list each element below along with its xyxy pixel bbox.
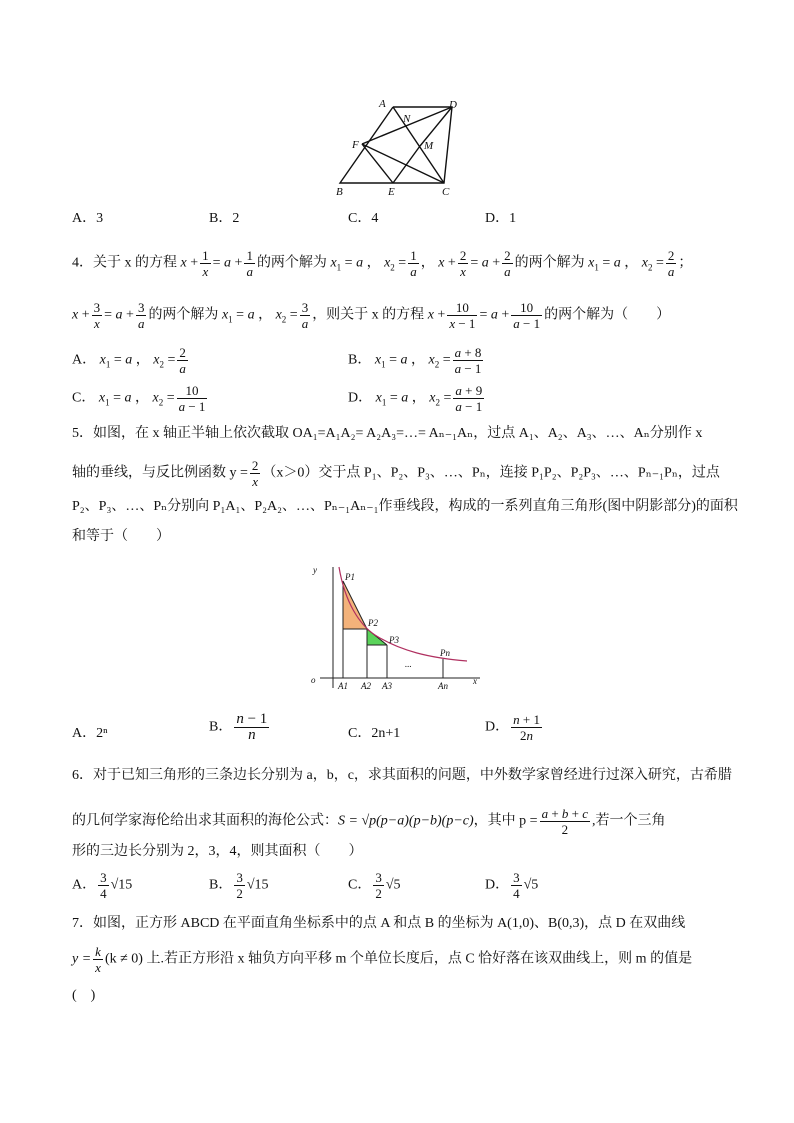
q5-option-d: D． $\frac{n + 1}{2n}$: [485, 712, 540, 743]
label-pn: Pn: [440, 648, 450, 658]
q5-option-a: A．2ⁿ: [72, 726, 108, 741]
q5-line-4: 和等于（ ）: [72, 529, 170, 544]
label-a1: A1: [338, 681, 348, 691]
label-a3: A3: [382, 681, 392, 691]
label-an: An: [438, 681, 448, 691]
q6-option-b: B． $\frac{3}{2}$ √15: [209, 870, 269, 901]
label-p2: P2: [368, 618, 378, 628]
q6-text: ,若一个三角: [592, 813, 666, 829]
q5-option-b-label: B．: [209, 719, 233, 735]
label-p3: P3: [389, 635, 399, 645]
q6-option-d-label: D．: [485, 877, 510, 893]
q7-text: y =: [72, 951, 92, 967]
q6-line-1: 6．对于已知三角形的三条边长分别为 a，b，c，求其面积的问题，中外数学家曾经进行过深入研究，古希腊: [72, 768, 732, 783]
q5-line-2: 轴的垂线，与反比例函数 y = $\frac{2}{x}$ （x＞0）交于点 P₁、P₂、P₃、…、Pₙ，连接 P₁P₂、P₂P₃、…、Pₙ₋₁Pₙ，过点: [72, 458, 720, 489]
label-b: B: [336, 186, 343, 198]
label-e: E: [388, 186, 395, 198]
label-a2: A2: [361, 681, 371, 691]
q4-line-1: 4．关于 x 的方程 x + $\frac{1}{x}$ = a + $\frac{1}{a}$ 的两个解为 $x_1 = a$ ， $x_2$ = $\frac{1}{a}$ ， x + $\frac{2}{x}$ = a + $\frac{2}{a}$ 的两个解为 $x_1 = a$ ， $x_2$ = $\frac{2}{a}$ ；: [72, 248, 693, 279]
label-m: M: [424, 140, 434, 152]
q3-option-c: C．4: [348, 211, 379, 226]
q4-text: 的两个解为（ ）: [544, 307, 671, 323]
q4-option-b-label: B．: [348, 352, 372, 368]
q6-option-c-label: C．: [348, 877, 372, 893]
axis-y-label: y: [313, 565, 317, 575]
q6-option-b-label: B．: [209, 877, 233, 893]
q3-option-b: B．2: [209, 211, 240, 226]
q5-option-b: B． $\frac{n - 1}{n}$: [209, 711, 268, 743]
q3-option-d: D．1: [485, 211, 517, 226]
q4-option-a-label: A．: [72, 352, 97, 368]
q4-option-a: A． $x_1 = a$ ， $x_2$ = $\frac{2}{a}$: [72, 345, 186, 376]
q3-option-a: A．3: [72, 211, 104, 226]
label-f: F: [352, 139, 359, 151]
q5-option-d-label: D．: [485, 719, 510, 735]
q4-text: 4．关于 x 的方程: [72, 255, 181, 271]
figure-hyperbola-graph: [305, 563, 485, 693]
q5-text: （x＞0）交于点 P₁、P₂、P₃、…、Pₙ，连接 P₁P₂、P₂P₃、…、Pₙ₋₁Pₙ，过点: [262, 465, 720, 481]
q6-line-3: 形的三边长分别为 2，3，4，则其面积（ ）: [72, 844, 363, 859]
heron-formula: S = √p(p−a)(p−b)(p−c): [338, 813, 474, 829]
q7-line-3: ( ): [72, 988, 96, 1003]
q4-option-c: C． $x_1 = a$ ， $x_2$ = $\frac{10}{a - 1}$: [72, 383, 206, 414]
segment-fe: [362, 144, 393, 183]
q5-text: 轴的垂线，与反比例函数 y =: [72, 465, 248, 481]
q4-option-c-label: C．: [72, 390, 96, 406]
figure-parallelogram: [330, 95, 470, 200]
q6-text: ，其中 p =: [473, 813, 538, 829]
label-p1: P1: [345, 572, 355, 582]
q4-line-2: x + $\frac{3}{x}$ = a + $\frac{3}{a}$ 的两个解为 $x_1 = a$ ， $x_2$ = $\frac{3}{a}$ ，则关于 x 的方程 x + $\frac{10}{x - 1}$ = a + $\frac{10}{a - 1}$ 的两个解为（ ）: [72, 300, 671, 331]
q5-line-3: P₂、P₃、…、Pₙ分别向 P₁A₁、P₂A₂、…、Pₙ₋₁Aₙ₋₁作垂线段，构成的一系列直角三角形(图中阴影部分)的面积: [72, 499, 738, 514]
q4-option-b: B． $x_1 = a$ ， $x_2$ = $\frac{a + 8}{a - 1}$: [348, 345, 482, 376]
q7-text: (k ≠ 0) 上.若正方形沿 x 轴负方向平移 m 个单位长度后，点 C 恰好落在该双曲线上，则 m 的值是: [104, 951, 693, 967]
q4-option-d: D． $x_1 = a$ ， $x_2$ = $\frac{a + 9}{a - 1}$: [348, 383, 483, 414]
q5-line-1: 5．如图，在 x 轴正半轴上依次截取 OA₁=A₁A₂= A₂A₃=…= Aₙ₋₁Aₙ，过点 A₁、A₂、A₃、…、Aₙ分别作 x: [72, 426, 703, 441]
label-d: D: [449, 99, 457, 111]
q7-line-1: 7．如图，正方形 ABCD 在平面直角坐标系中的点 A 和点 B 的坐标为 A(1,0)、B(0,3)，点 D 在双曲线: [72, 916, 686, 931]
q6-option-d: D． $\frac{3}{4}$ √5: [485, 870, 539, 901]
q4-text: 的两个解为: [256, 255, 331, 271]
axis-x-label: x: [473, 676, 477, 686]
q7-line-2: y = $\frac{k}{x}$ (k ≠ 0) 上.若正方形沿 x 轴负方向平移 m 个单位长度后，点 C 恰好落在该双曲线上，则 m 的值是: [72, 944, 693, 975]
label-c: C: [442, 186, 450, 198]
q5-option-c: C．2n+1: [348, 726, 401, 741]
q6-text: 的几何学家海伦给出求其面积的海伦公式：: [72, 813, 338, 829]
ellipsis-label: ...: [405, 659, 412, 669]
origin-label: o: [311, 675, 316, 685]
label-a: A: [379, 98, 386, 110]
q6-option-c: C． $\frac{3}{2}$ √5: [348, 870, 401, 901]
q4-text: ，则关于 x 的方程: [312, 307, 428, 323]
q4-option-d-label: D．: [348, 390, 373, 406]
label-n: N: [403, 113, 411, 125]
q4-text: 的两个解为: [148, 307, 222, 323]
q6-option-a: A． $\frac{3}{4}$ √15: [72, 870, 133, 901]
q6-option-a-label: A．: [72, 877, 97, 893]
q6-line-2: 的几何学家海伦给出求其面积的海伦公式：S = √p(p−a)(p−b)(p−c)，其中 p = $\frac{a + b + c}{2}$ ,若一个三角: [72, 806, 666, 837]
